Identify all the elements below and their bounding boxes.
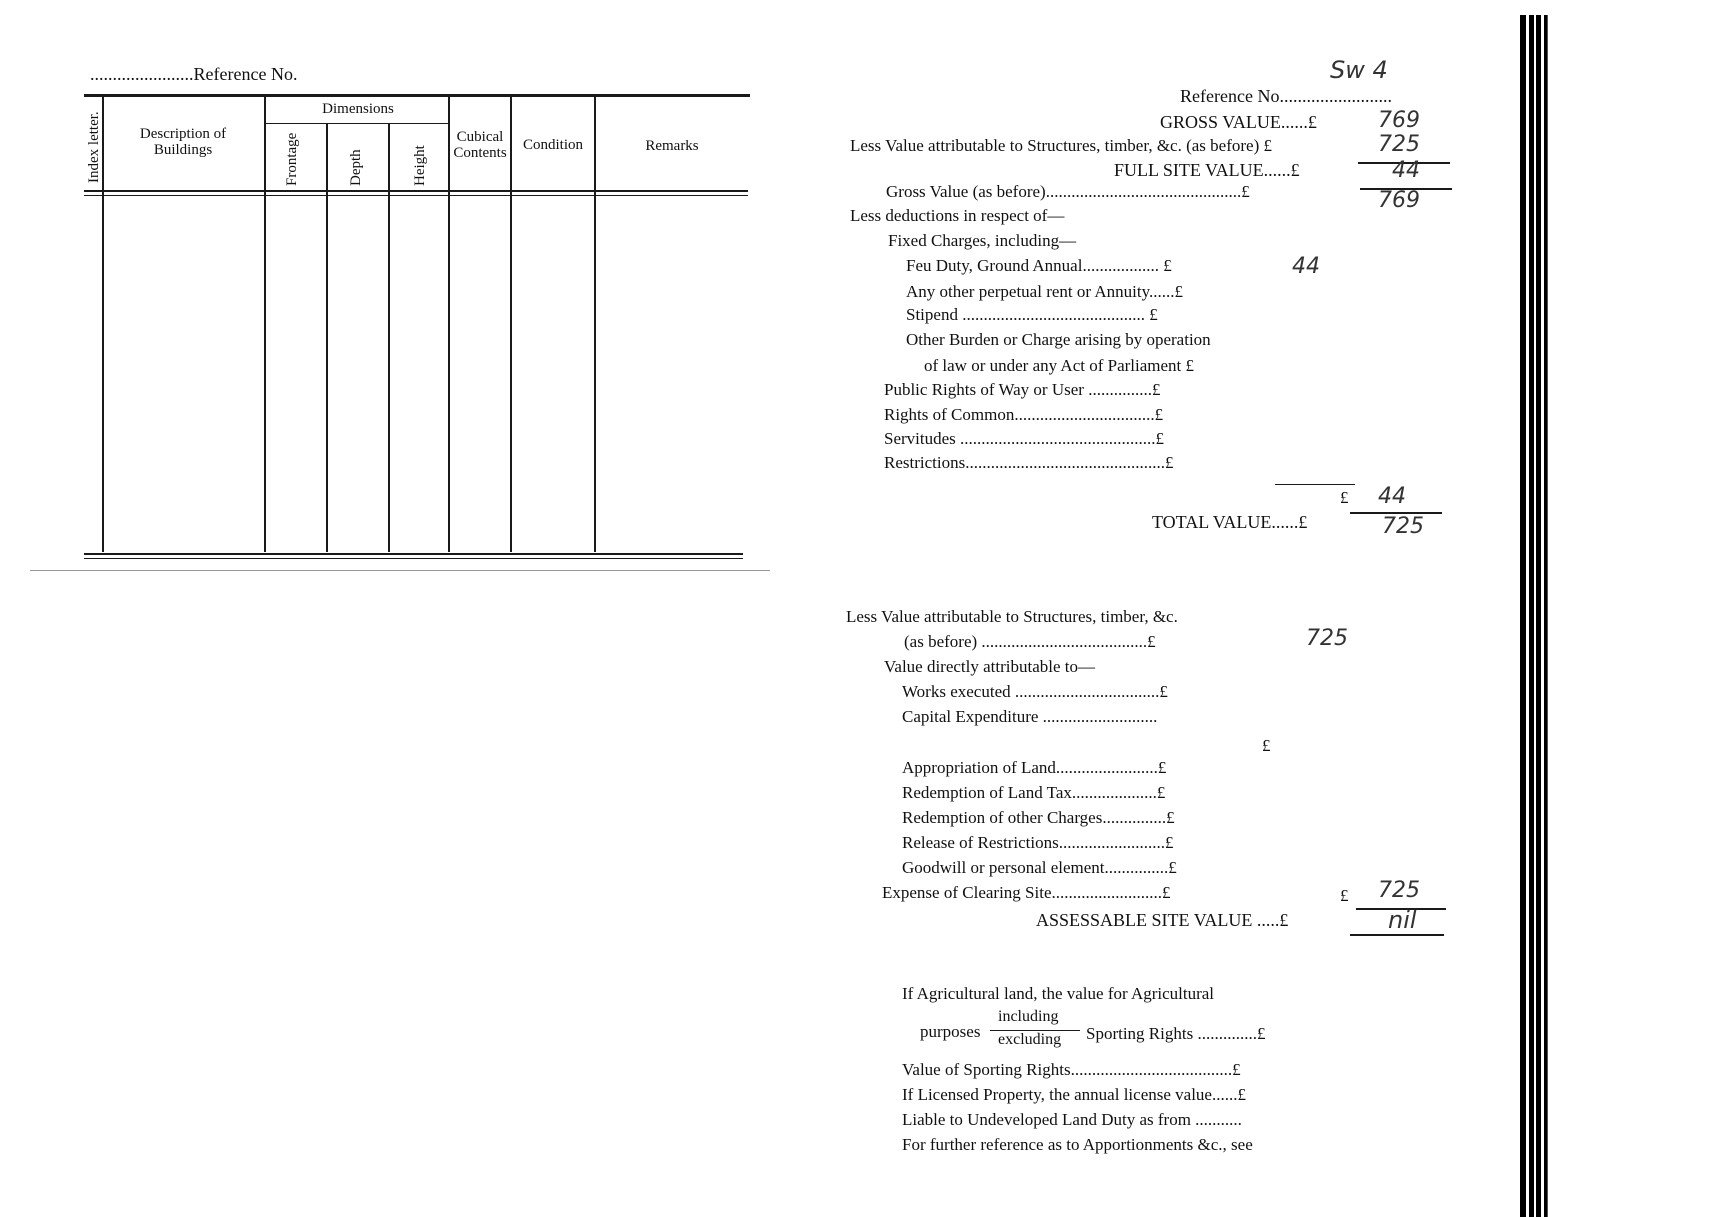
col-cubical-contents: Cubical Contents (453, 129, 507, 161)
full-site-value-label: FULL SITE VALUE......£ (1114, 160, 1300, 180)
col-remarks: Remarks (645, 138, 699, 154)
agri-sporting: Sporting Rights ..............£ (1086, 1024, 1266, 1043)
section2-less-structures: Less Value attributable to Structures, timber, &c. (846, 607, 1178, 626)
sporting-rights-label: Value of Sporting Rights......................................£ (902, 1060, 1241, 1079)
deductions-total-value: 44 (1378, 484, 1406, 509)
binding-spine (1520, 15, 1565, 1217)
goodwill-label: Goodwill or personal element...............£ (902, 858, 1177, 877)
total-value: 725 (1382, 514, 1424, 539)
col-dimensions: Dimensions (322, 101, 394, 117)
less-structures-label: Less Value attributable to Structures, timber, &c. (as before) £ (850, 136, 1272, 155)
rights-common-label: Rights of Common.................................£ (884, 405, 1164, 424)
act-of-parliament-label: of law or under any Act of Parliament £ (924, 356, 1195, 375)
full-site-value: 44 (1392, 158, 1420, 183)
assessable-site-value: nil (1388, 906, 1417, 934)
right-reference-label: Reference No......................... (1180, 86, 1392, 106)
deductions-total-pound: £ (1340, 488, 1349, 507)
col-description: Description of Buildings (139, 126, 227, 158)
other-charges-label: Redemption of other Charges...............£ (902, 808, 1175, 827)
servitudes-label: Servitudes ..............................................£ (884, 429, 1165, 448)
reference-handwritten: Sw 4 (1330, 56, 1388, 84)
works-executed-label: Works executed ..................................£ (902, 682, 1168, 701)
undeveloped-land-label: Liable to Undeveloped Land Duty as from ........... (902, 1110, 1242, 1129)
less-structures-value: 725 (1378, 132, 1420, 157)
release-restrictions-label: Release of Restrictions.........................£ (902, 833, 1174, 852)
capital-expenditure-label: Capital Expenditure ........................... (902, 707, 1158, 726)
agri-purposes: purposes (920, 1022, 981, 1041)
appropriation-label: Appropriation of Land........................£ (902, 758, 1167, 777)
total-value-label: TOTAL VALUE......£ (1152, 512, 1308, 532)
gross-value: 769 (1378, 108, 1420, 133)
capital-pound: £ (1262, 736, 1271, 755)
fixed-charges-heading: Fixed Charges, including— (888, 231, 1077, 250)
section2-as-before-label: (as before) .......................................£ (904, 632, 1156, 651)
col-frontage: Frontage (284, 132, 300, 186)
stipend-label: Stipend ........................................... £ (906, 305, 1158, 324)
col-condition: Condition (522, 137, 583, 153)
clearing-pound: £ (1340, 886, 1349, 905)
col-depth: Depth (348, 149, 364, 186)
public-rights-label: Public Rights of Way or User ...............£ (884, 380, 1161, 399)
restrictions-label: Restrictions...............................................£ (884, 453, 1174, 472)
clearing-value: 725 (1378, 878, 1420, 903)
clearing-site-label: Expense of Clearing Site..........................£ (882, 883, 1171, 902)
perpetual-rent-label: Any other perpetual rent or Annuity......£ (906, 282, 1183, 301)
other-burden-label: Other Burden or Charge arising by operation (906, 330, 1211, 349)
deductions-heading: Less deductions in respect of— (850, 206, 1065, 225)
agri-line1: If Agricultural land, the value for Agricultural (902, 984, 1215, 1003)
col-index-letter: Index letter. (86, 111, 102, 183)
assessable-site-label: ASSESSABLE SITE VALUE .....£ (1036, 910, 1289, 930)
section2-as-before-value: 725 (1306, 626, 1348, 651)
gross-value-label: GROSS VALUE......£ (1160, 112, 1317, 132)
land-tax-label: Redemption of Land Tax....................£ (902, 783, 1166, 802)
direct-heading: Value directly attributable to— (884, 657, 1096, 676)
feu-duty-label: Feu Duty, Ground Annual.................. £ (906, 256, 1172, 275)
left-reference-label: .......................Reference No. (90, 64, 298, 84)
gross-as-before-value: 769 (1378, 188, 1420, 213)
agri-including: including (998, 1008, 1059, 1025)
gross-as-before-label: Gross Value (as before)..............................................£ (886, 182, 1250, 201)
col-height: Height (412, 145, 428, 186)
further-reference-label: For further reference as to Apportionments &c., see (902, 1135, 1253, 1154)
licensed-property-label: If Licensed Property, the annual license value......£ (902, 1085, 1246, 1104)
agri-excluding: excluding (998, 1031, 1062, 1048)
feu-duty-value: 44 (1292, 254, 1320, 279)
